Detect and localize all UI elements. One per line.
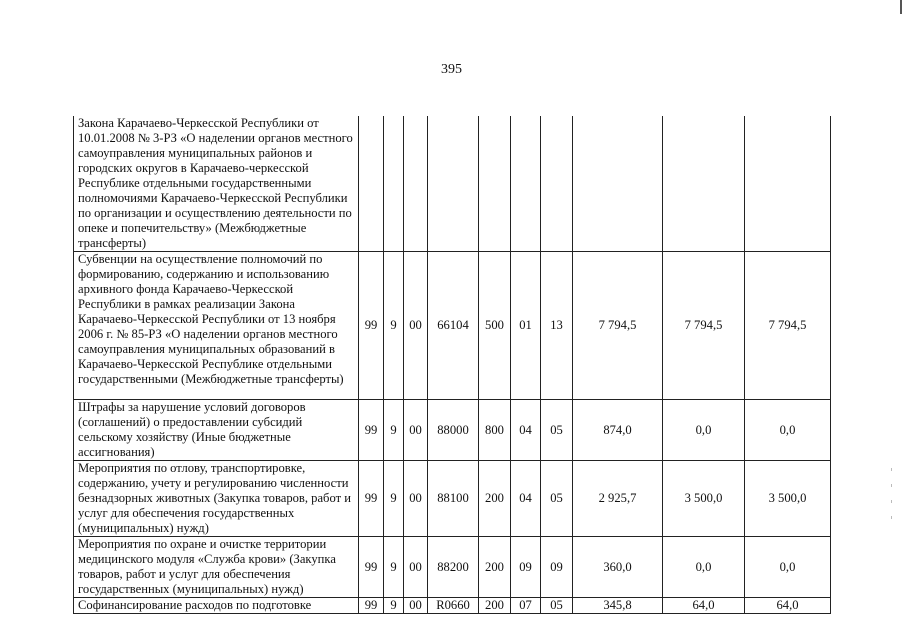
- row-description: Субвенции на осуществление полномочий по формированию, содержанию и использованию архивного фонда Карачаево-Черкесской Республики в рамках реализации Закона Карачаево-Черкесской Республики от 13 ноября 2006 г. № 85-РЗ «О наделении органов местного самоуправления муниципальных образований в Карачаево-Черкесской Республике отдельными государственными (Межбюджетные трансферты): [74, 252, 359, 400]
- cell-program-code: 99: [359, 400, 384, 461]
- cell-direction-code: 88000: [428, 400, 479, 461]
- cell-amount-year-1: 2 925,7: [573, 461, 663, 537]
- scan-speck: [891, 468, 892, 471]
- scan-speck: [891, 516, 892, 519]
- cell-expense-type: 800: [479, 400, 511, 461]
- cell-section: 07: [511, 598, 541, 614]
- cell-direction-code: 88200: [428, 537, 479, 598]
- cell-subprogram-code: 9: [384, 598, 404, 614]
- cell-expense-type: 200: [479, 537, 511, 598]
- cell-subprogram-code: 9: [384, 252, 404, 400]
- page-number: 395: [441, 62, 462, 77]
- cell-direction-code: 88100: [428, 461, 479, 537]
- cell-program-code: [359, 116, 384, 252]
- table-row: [74, 461, 831, 537]
- cell-amount-year-1: 360,0: [573, 537, 663, 598]
- cell-amount-year-2: 0,0: [663, 400, 745, 461]
- scan-edge-mark: [900, 0, 902, 14]
- table-row: [74, 252, 831, 400]
- table-row: [74, 598, 831, 614]
- cell-group-code: 00: [404, 598, 428, 614]
- cell-expense-type: 200: [479, 598, 511, 614]
- cell-expense-type: 500: [479, 252, 511, 400]
- cell-group-code: 00: [404, 400, 428, 461]
- cell-amount-year-1: 874,0: [573, 400, 663, 461]
- cell-subsection: [541, 116, 573, 252]
- budget-table: [73, 116, 831, 614]
- row-description: Софинансирование расходов по подготовке: [74, 598, 359, 614]
- cell-amount-year-3: 0,0: [745, 537, 831, 598]
- cell-direction-code: 66104: [428, 252, 479, 400]
- cell-amount-year-3: 64,0: [745, 598, 831, 614]
- cell-amount-year-3: 0,0: [745, 400, 831, 461]
- cell-expense-type: 200: [479, 461, 511, 537]
- table-row: [74, 537, 831, 598]
- cell-group-code: 00: [404, 461, 428, 537]
- cell-amount-year-3: [745, 116, 831, 252]
- row-description: Штрафы за нарушение условий договоров (соглашений) о предоставлении субсидий сельскому хозяйству (Иные бюджетные ассигнования): [74, 400, 359, 461]
- cell-section: 01: [511, 252, 541, 400]
- cell-subprogram-code: 9: [384, 537, 404, 598]
- cell-amount-year-1: 345,8: [573, 598, 663, 614]
- cell-section: 09: [511, 537, 541, 598]
- cell-section: 04: [511, 400, 541, 461]
- cell-direction-code: [428, 116, 479, 252]
- row-description: Мероприятия по отлову, транспортировке, содержанию, учету и регулированию численности безнадзорных животных (Закупка товаров, работ и услуг для обеспечения государственных (муниципальных) нужд): [74, 461, 359, 537]
- cell-subsection: 13: [541, 252, 573, 400]
- cell-subprogram-code: 9: [384, 461, 404, 537]
- cell-program-code: 99: [359, 598, 384, 614]
- cell-subsection: 05: [541, 400, 573, 461]
- cell-subprogram-code: [384, 116, 404, 252]
- cell-subprogram-code: 9: [384, 400, 404, 461]
- table-body: [74, 116, 831, 614]
- cell-program-code: 99: [359, 537, 384, 598]
- cell-amount-year-3: 3 500,0: [745, 461, 831, 537]
- cell-section: [511, 116, 541, 252]
- cell-group-code: 00: [404, 537, 428, 598]
- cell-amount-year-1: 7 794,5: [573, 252, 663, 400]
- cell-program-code: 99: [359, 252, 384, 400]
- cell-section: 04: [511, 461, 541, 537]
- cell-subsection: 05: [541, 461, 573, 537]
- scan-speck: [891, 500, 892, 503]
- cell-expense-type: [479, 116, 511, 252]
- cell-program-code: 99: [359, 461, 384, 537]
- table-row: [74, 400, 831, 461]
- cell-amount-year-2: [663, 116, 745, 252]
- cell-amount-year-2: 3 500,0: [663, 461, 745, 537]
- cell-amount-year-2: 7 794,5: [663, 252, 745, 400]
- cell-subsection: 05: [541, 598, 573, 614]
- cell-direction-code: R0660: [428, 598, 479, 614]
- table-row: [74, 116, 831, 252]
- cell-amount-year-1: [573, 116, 663, 252]
- cell-amount-year-2: 64,0: [663, 598, 745, 614]
- row-description: Мероприятия по охране и очистке территории медицинского модуля «Служба крови» (Закупка товаров, работ и услуг для обеспечения государственных (муниципальных) нужд): [74, 537, 359, 598]
- cell-amount-year-3: 7 794,5: [745, 252, 831, 400]
- cell-amount-year-2: 0,0: [663, 537, 745, 598]
- cell-group-code: [404, 116, 428, 252]
- cell-group-code: 00: [404, 252, 428, 400]
- row-description: Закона Карачаево-Черкесской Республики от 10.01.2008 № 3-РЗ «О наделении органов местного самоуправления муниципальных районов и городских округов в Карачаево-черкесской Республике отдельными государственными полномочиями Карачаево-Черкесской Республики по организации и осуществлению деятельности по опеке и попечительству» (Межбюджетные трансферты): [74, 116, 359, 252]
- cell-subsection: 09: [541, 537, 573, 598]
- scan-speck: [891, 484, 892, 487]
